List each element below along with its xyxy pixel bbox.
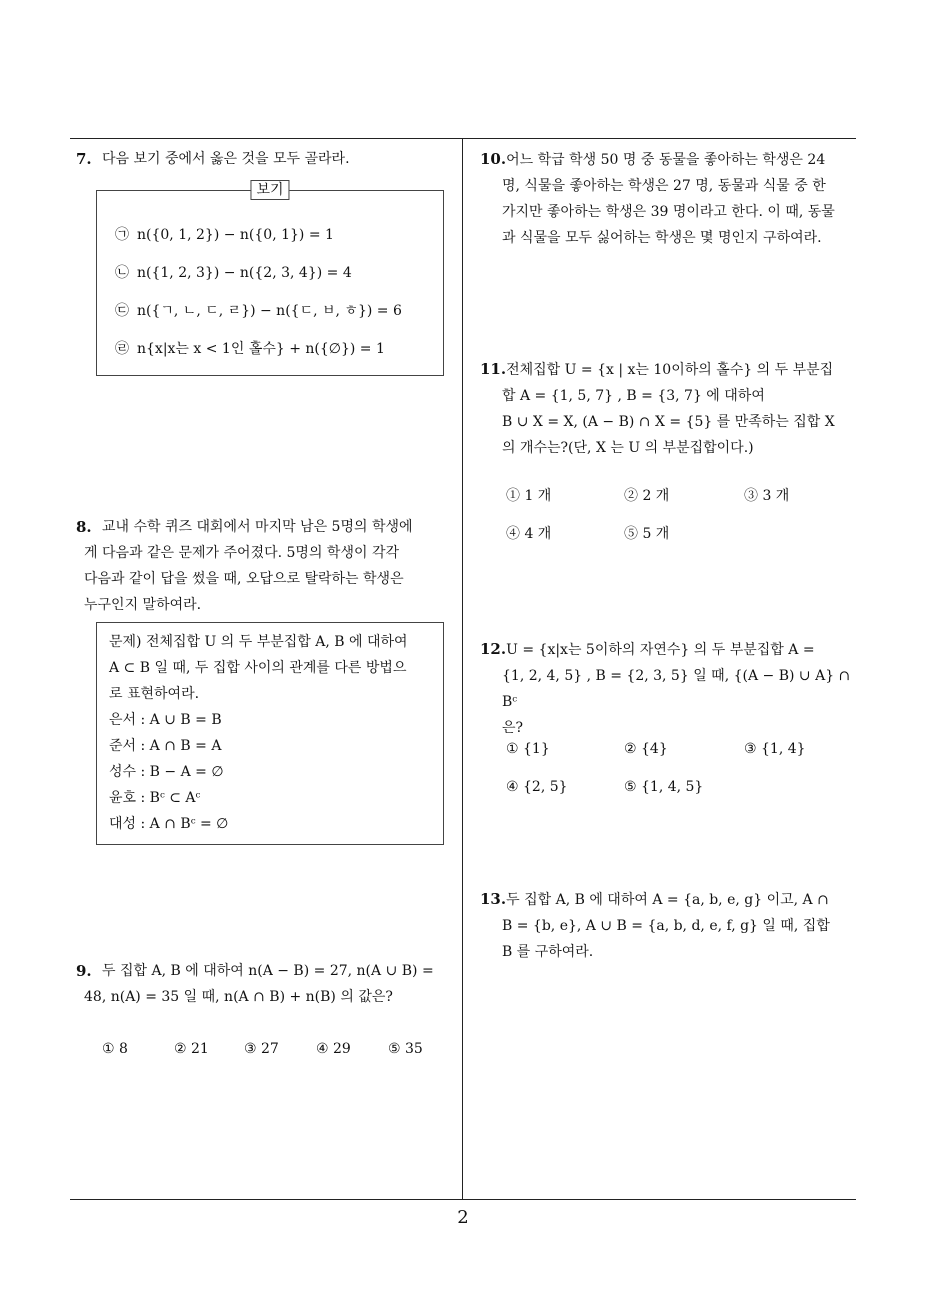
choice[interactable]: ③ {1, 4} (744, 741, 806, 757)
choice[interactable]: ② 21 (174, 1041, 209, 1057)
choice[interactable]: ④ 29 (316, 1041, 351, 1057)
question-number: 9. (76, 962, 92, 980)
top-rule (70, 138, 856, 139)
statement: ㉢ n({ㄱ, ㄴ, ㄷ, ㄹ}) − n({ㄷ, ㅂ, ㅎ}) = 6 (115, 303, 402, 319)
choice[interactable]: ⑤ 35 (388, 1041, 423, 1057)
choice[interactable]: ⑤ 5 개 (624, 526, 670, 542)
problem-box: 문제) 전체집합 U 의 두 부분집합 A, B 에 대하여 A ⊂ B 일 때, 두 집합 사이의 관계를 다른 방법으 로 표현하여라. 은서 : A ∪ B = B 준서 : A ∩ B = A 성수 : B − A = ∅ 윤호 : Bᶜ ⊂ Aᶜ 대성 : A ∩ Bᶜ = ∅ (96, 622, 444, 845)
question-8: 8. 교내 수학 퀴즈 대회에서 마지막 남은 5명의 학생에 게 다음과 같은 문제가 주어졌다. 5명의 학생이 각각 다음과 같이 답을 썼을 때, 오답으로 탈락하는 학생은 누구인지 말하여라. (76, 514, 456, 618)
choice[interactable]: ② {4} (624, 741, 668, 757)
question-text: 다음 보기 중에서 옳은 것을 모두 골라라. (102, 151, 350, 167)
choice[interactable]: ④ {2, 5} (506, 779, 568, 795)
choice[interactable]: ① 1 개 (506, 488, 552, 504)
choice[interactable]: ② 2 개 (624, 488, 670, 504)
question-number: 8. (76, 518, 92, 536)
question-number: 10. (480, 150, 507, 168)
page-number: 2 (457, 1207, 469, 1228)
question-10: 10.어느 학급 학생 50 명 중 동물을 좋아하는 학생은 24 명, 식물을 좋아하는 학생은 27 명, 동물과 식물 중 한 가지만 좋아하는 학생은 39 명이라고 한다. 이 때, 동물 과 식물을 모두 싫어하는 학생은 몇 명인지 구하여라. (480, 150, 835, 246)
question-13: 13.두 집합 A, B 에 대하여 A = {a, b, e, g} 이고, A ∩ B = {b, e}, A ∪ B = {a, b, d, e, f, g} 일 때, 집합 B 를 구하여라. (480, 890, 830, 960)
choice[interactable]: ① 8 (102, 1041, 128, 1057)
question-9: 9. 두 집합 A, B 에 대하여 n(A − B) = 27, n(A ∪ B) = 48, n(A) = 35 일 때, n(A ∩ B) + n(B) 의 값은? (76, 958, 456, 1010)
bottom-rule (70, 1199, 856, 1200)
question-number: 12. (480, 640, 507, 658)
statement: ㉡ n({1, 2, 3}) − n({2, 3, 4}) = 4 (115, 265, 352, 281)
question-number: 13. (480, 890, 507, 908)
box-label: 보기 (250, 180, 289, 200)
statement: ㉠ n({0, 1, 2}) − n({0, 1}) = 1 (115, 227, 334, 243)
choice[interactable]: ⑤ {1, 4, 5} (624, 779, 704, 795)
question-12: 12.U = {x|x는 5이하의 자연수} 의 두 부분집합 A = {1, 2, 4, 5} , B = {2, 3, 5} 일 때, {(A − B) ∪ A} ∩ Bᶜ 은? (480, 640, 851, 736)
question-number: 11. (480, 360, 507, 378)
choice[interactable]: ④ 4 개 (506, 526, 552, 542)
question-7 (76, 146, 456, 172)
question-number: 7. (76, 150, 92, 168)
choice[interactable]: ① {1} (506, 741, 550, 757)
choice[interactable]: ③ 27 (244, 1041, 279, 1057)
question-11: 11.전체집합 U = {x | x는 10이하의 홀수} 의 두 부분집 합 A = {1, 5, 7} , B = {3, 7} 에 대하여 B ∪ X = X, (A − B) ∩ X = {5} 를 만족하는 집합 X 의 개수는?(단, X 는 U 의 부분집합이다.) (480, 360, 835, 456)
column-divider (462, 139, 463, 1200)
example-box (96, 182, 444, 376)
choice[interactable]: ③ 3 개 (744, 488, 790, 504)
statement: ㉣ n{x|x는 x < 1인 홀수} + n({∅}) = 1 (115, 341, 385, 357)
